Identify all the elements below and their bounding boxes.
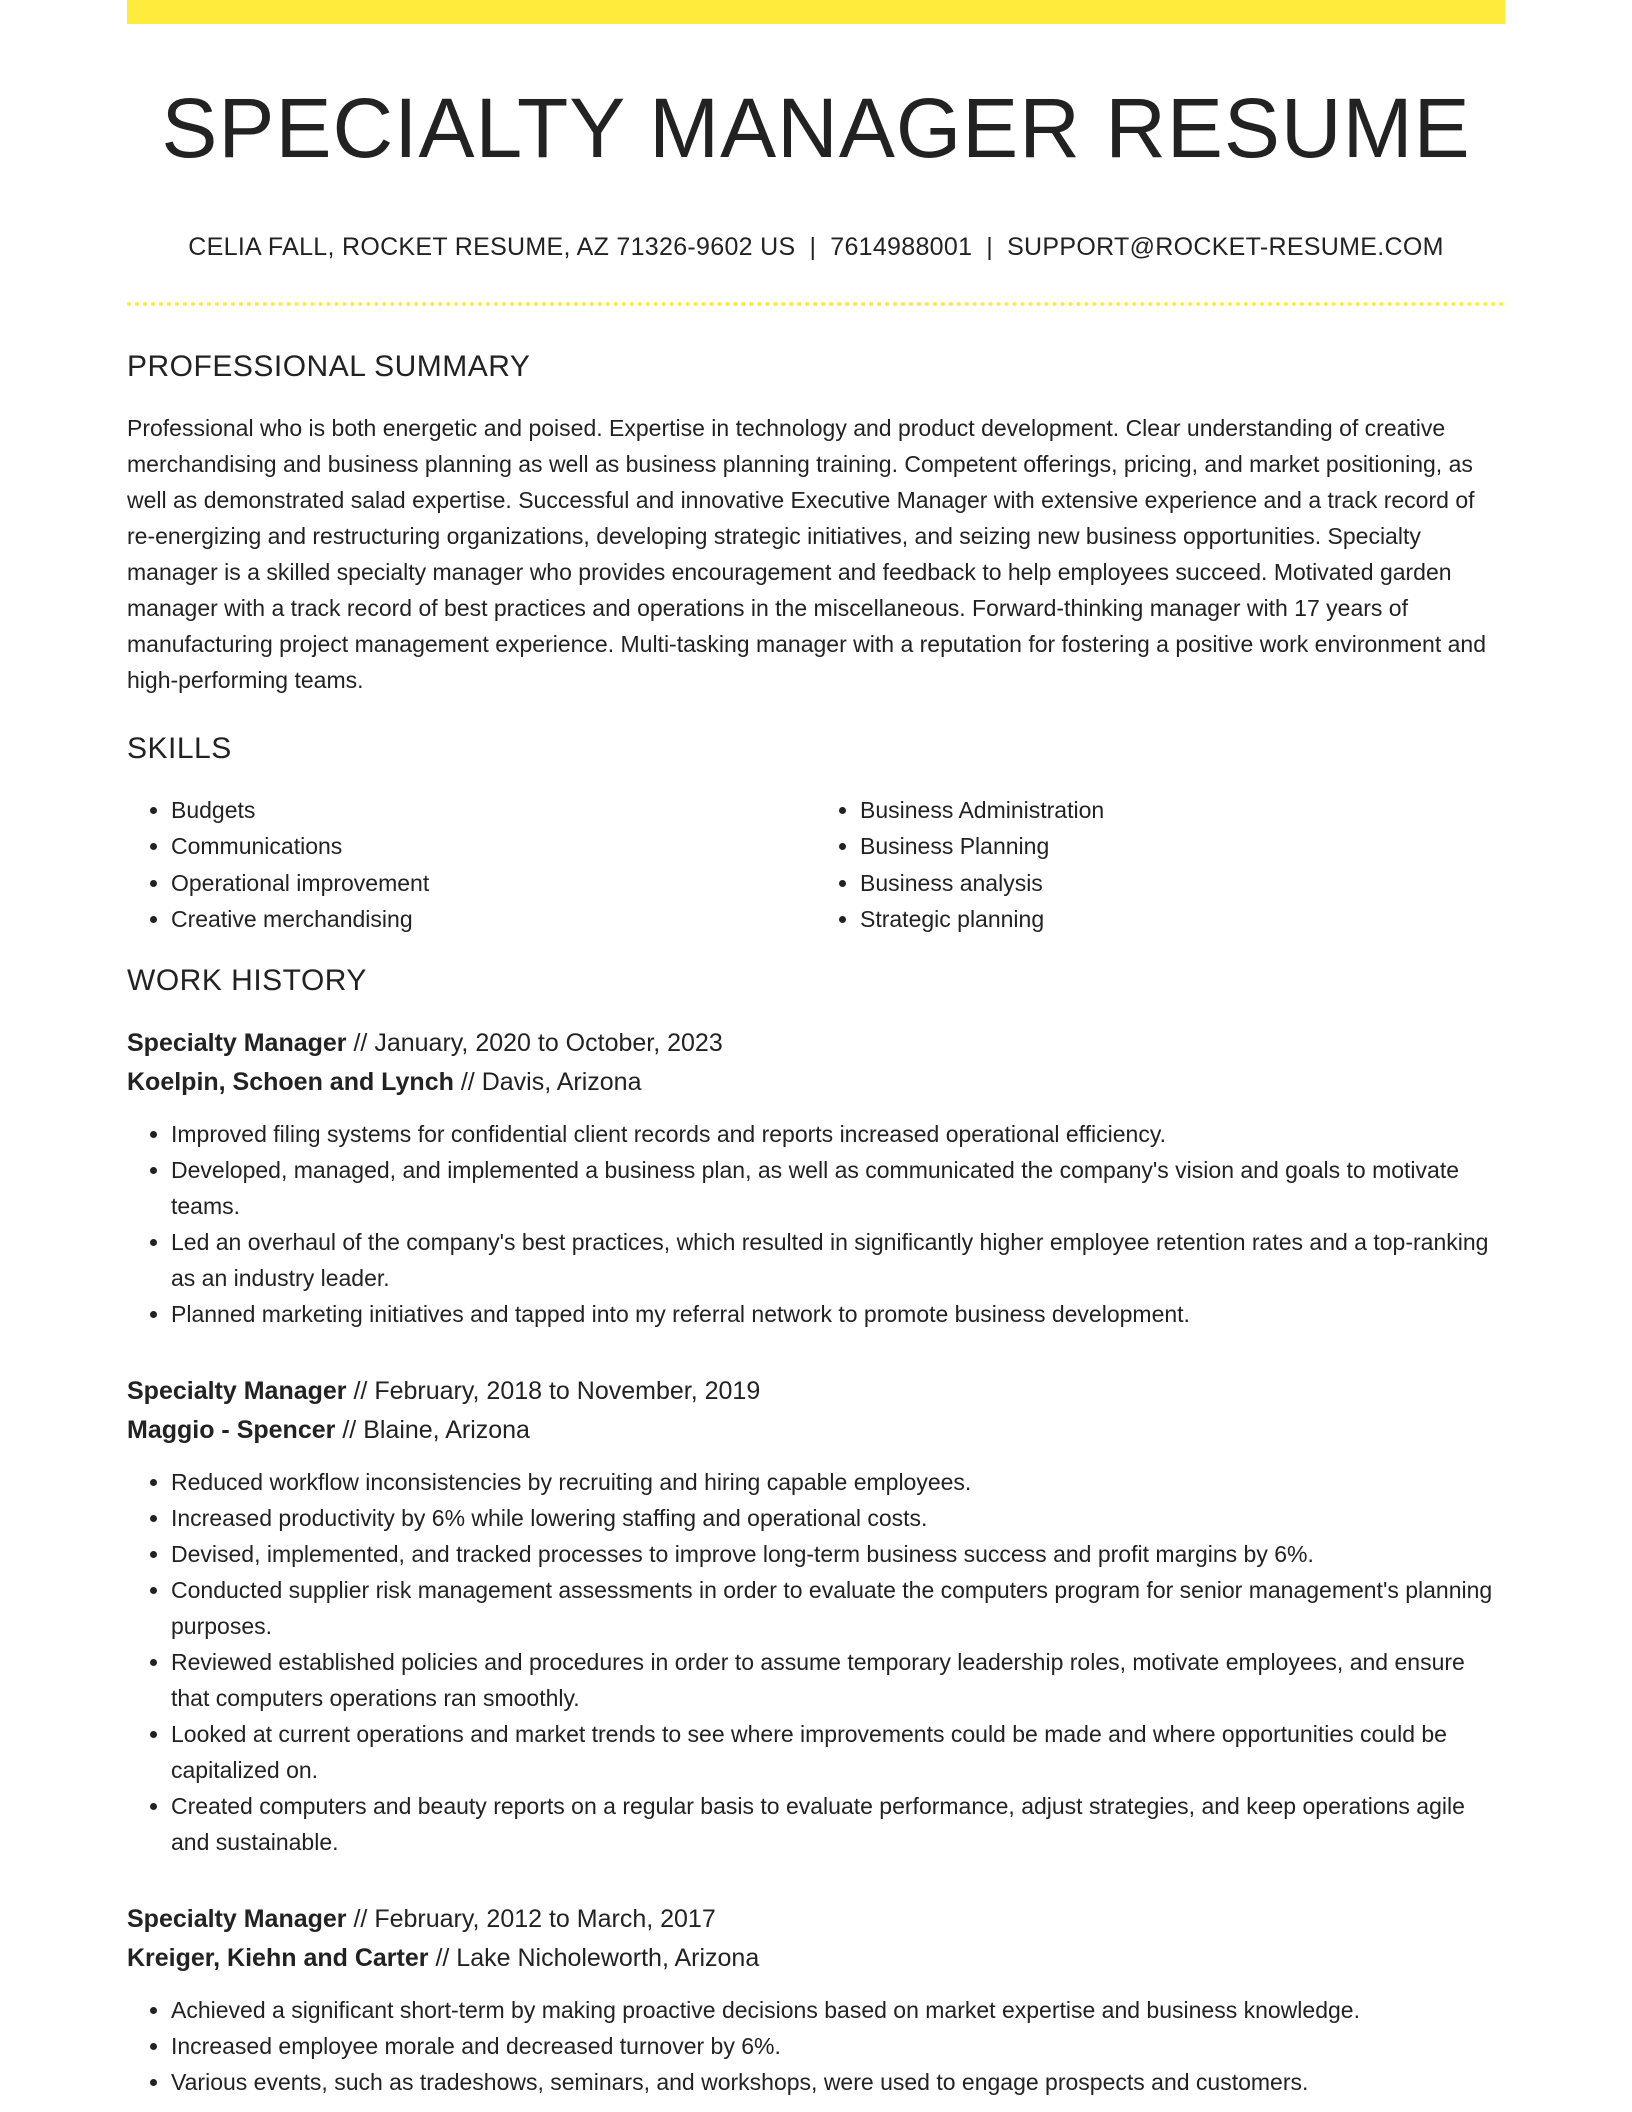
job-title-line bbox=[127, 1024, 1505, 1063]
job-separator: // bbox=[435, 1943, 450, 1972]
job-company-line bbox=[127, 1411, 1505, 1450]
skill-item: • Business Administration bbox=[860, 792, 1505, 829]
skills-grid bbox=[127, 792, 1505, 938]
work-history-heading: WORK HISTORY bbox=[127, 963, 367, 997]
job-bullet: • Created computers and beauty reports on a regular basis to evaluate performance, adjust strategies, and keep operations agile and sustainable. bbox=[171, 1788, 1505, 1860]
job-separator: // bbox=[353, 1028, 368, 1057]
resume-title: SPECIALTY MANAGER RESUME bbox=[161, 81, 1471, 175]
job-bullets bbox=[127, 1992, 1505, 2100]
job-bullets bbox=[127, 1116, 1505, 1332]
job-bullet: • Devised, implemented, and tracked processes to improve long-term business success and profit margins by 6%. bbox=[171, 1536, 1505, 1572]
job-company-line bbox=[127, 1063, 1505, 1102]
job-bullet: • Reduced workflow inconsistencies by recruiting and hiring capable employees. bbox=[171, 1464, 1505, 1500]
job-location: Davis, Arizona bbox=[481, 1067, 642, 1096]
job-bullet: • Led an overhaul of the company's best practices, which resulted in significantly higher employee retention rates and a top-ranking as an industry leader. bbox=[171, 1224, 1505, 1296]
skills-heading: SKILLS bbox=[127, 731, 232, 765]
job-entry bbox=[127, 1900, 1505, 2100]
job-title: Specialty Manager bbox=[127, 1376, 347, 1405]
job-separator: // bbox=[460, 1067, 475, 1096]
job-separator: // bbox=[342, 1415, 357, 1444]
job-bullet: • Reviewed established policies and procedures in order to assume temporary leadership roles, motivate employees, and ensure that computers operations ran smoothly. bbox=[171, 1644, 1505, 1716]
job-dates: February, 2018 to November, 2019 bbox=[374, 1376, 761, 1405]
job-title-line bbox=[127, 1372, 1505, 1411]
skill-item: • Business Planning bbox=[860, 828, 1505, 865]
contact-address: CELIA FALL, ROCKET RESUME, AZ 71326-9602 US bbox=[188, 232, 796, 261]
contact-line bbox=[127, 233, 1505, 262]
skill-item: • Budgets bbox=[171, 792, 816, 829]
skill-item: • Creative merchandising bbox=[171, 901, 816, 938]
summary-text: Professional who is both energetic and poised. Expertise in technology and product development. Clear understanding of creative merchandising and business planning as well as business planning training. Competent offerings, pricing, and market positioning, as well as demonstrated salad expertise. Successful and innovative Executive Manager with extensive experience and a track record of re-energizing and restructuring organizations, developing strategic initiatives, and seizing new business opportunities. Specialty manager is a skilled specialty manager who provides encouragement and feedback to help employees succeed. Motivated garden manager with a track record of best practices and operations in the miscellaneous. Forward-thinking manager with 17 years of manufacturing project management experience. Multi-tasking manager with a reputation for fostering a positive work environment and high-performing teams. bbox=[127, 414, 1486, 693]
job-entry bbox=[127, 1024, 1505, 1332]
job-bullet: • Conducted supplier risk management assessments in order to evaluate the computers program for senior management's planning purposes. bbox=[171, 1572, 1505, 1644]
job-bullet: • Increased employee morale and decreased turnover by 6%. bbox=[171, 2028, 1505, 2064]
job-company: Kreiger, Kiehn and Carter bbox=[127, 1943, 429, 1972]
skill-item: • Operational improvement bbox=[171, 865, 816, 902]
job-bullet: • Achieved a significant short-term by making proactive decisions based on market expertise and business knowledge. bbox=[171, 1992, 1505, 2028]
job-bullet: • Various events, such as tradeshows, seminars, and workshops, were used to engage prospects and customers. bbox=[171, 2064, 1505, 2100]
contact-email: SUPPORT@ROCKET-RESUME.COM bbox=[1007, 232, 1444, 261]
job-separator: // bbox=[353, 1904, 368, 1933]
job-bullets bbox=[127, 1464, 1505, 1860]
job-company-line bbox=[127, 1939, 1505, 1978]
job-bullet: • Increased productivity by 6% while lowering staffing and operational costs. bbox=[171, 1500, 1505, 1536]
job-location: Blaine, Arizona bbox=[363, 1415, 530, 1444]
job-bullet: • Improved filing systems for confidential client records and reports increased operational efficiency. bbox=[171, 1116, 1505, 1152]
summary-heading: PROFESSIONAL SUMMARY bbox=[127, 349, 531, 383]
skills-column-left bbox=[127, 792, 816, 938]
job-bullet: • Looked at current operations and market trends to see where improvements could be made and where opportunities could be capitalized on. bbox=[171, 1716, 1505, 1788]
job-dates: January, 2020 to October, 2023 bbox=[374, 1028, 723, 1057]
contact-separator: | bbox=[986, 232, 994, 261]
accent-top-bar bbox=[127, 0, 1505, 24]
job-title: Specialty Manager bbox=[127, 1904, 347, 1933]
resume-page bbox=[127, 0, 1505, 2100]
skills-column-right bbox=[816, 792, 1505, 938]
job-location: Lake Nicholeworth, Arizona bbox=[456, 1943, 760, 1972]
contact-phone: 7614988001 bbox=[830, 232, 973, 261]
job-company: Maggio - Spencer bbox=[127, 1415, 336, 1444]
job-entry bbox=[127, 1372, 1505, 1860]
job-dates: February, 2012 to March, 2017 bbox=[374, 1904, 716, 1933]
job-bullet: • Developed, managed, and implemented a business plan, as well as communicated the company's vision and goals to motivate teams. bbox=[171, 1152, 1505, 1224]
skill-item: • Strategic planning bbox=[860, 901, 1505, 938]
job-title: Specialty Manager bbox=[127, 1028, 347, 1057]
dotted-divider bbox=[127, 302, 1505, 306]
job-separator: // bbox=[353, 1376, 368, 1405]
job-title-line bbox=[127, 1900, 1505, 1939]
contact-separator: | bbox=[809, 232, 817, 261]
skill-item: • Communications bbox=[171, 828, 816, 865]
job-bullet: • Planned marketing initiatives and tapped into my referral network to promote business development. bbox=[171, 1296, 1505, 1332]
skill-item: • Business analysis bbox=[860, 865, 1505, 902]
job-company: Koelpin, Schoen and Lynch bbox=[127, 1067, 454, 1096]
